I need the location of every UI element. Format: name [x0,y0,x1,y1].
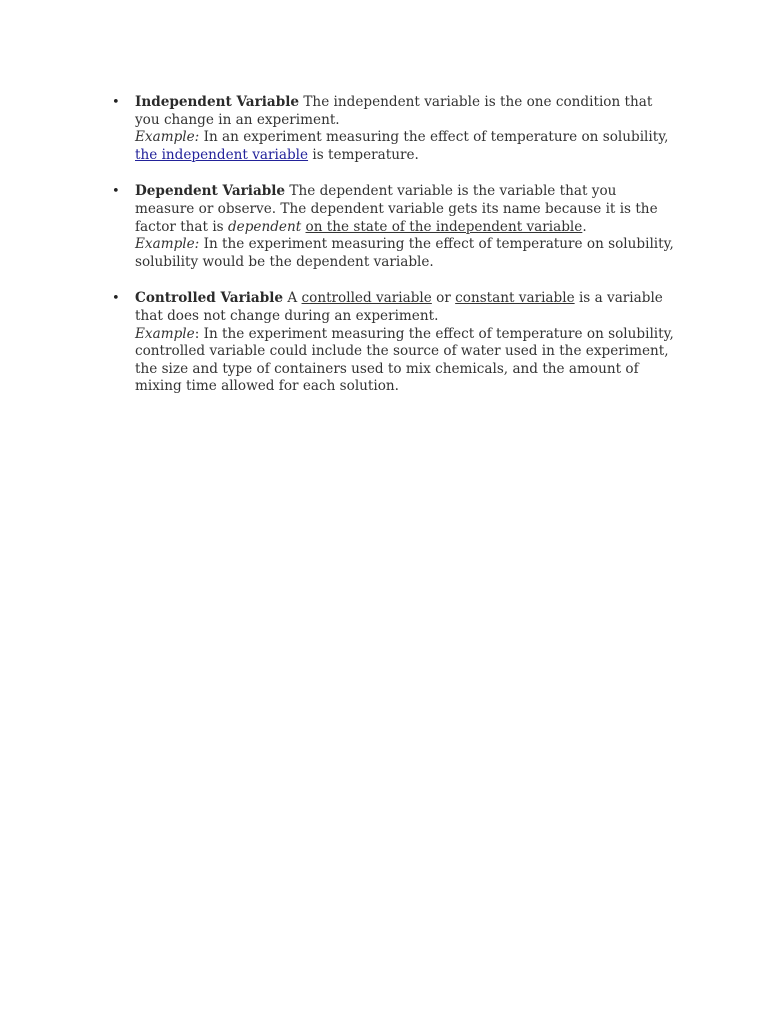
bullet-icon: • [112,184,120,200]
definition-period: . [582,218,587,235]
constant-variable-link[interactable]: constant variable [455,290,575,307]
example-text-end: is temperature. [308,146,419,163]
list-item-dependent-variable [112,183,678,271]
variables-list [112,94,678,415]
example-text: In an experiment measuring the effect of temperature on solubility, [199,129,669,146]
example-label: Example [135,325,195,342]
controlled-variable-link[interactable]: controlled variable [301,290,432,307]
independent-variable-link[interactable]: the independent variable [135,146,309,163]
list-item-independent-variable [112,94,678,164]
term-independent-variable: Independent Variable [135,94,300,110]
example-text: : In the experiment measuring the effect of temperature on solubility, controlled variable could include the source of water used in the experiment, the size and type of containers used to mix chemicals, and the amount of mixing time allowed for each solution. [135,325,674,395]
example-label: Example: [135,236,200,253]
definition-italic-word: dependent [227,218,302,235]
term-dependent-variable: Dependent Variable [135,183,286,200]
example-text: In the experiment measuring the effect of temperature on solubility, solubility would be the dependent variable. [135,236,674,270]
definition-independent-variable: The independent variable is the one condition that you change in an experiment. [135,94,653,128]
bullet-icon: • [112,95,120,110]
bullet-icon: • [112,291,120,307]
list-item-controlled-variable [112,290,678,396]
term-controlled-variable: Controlled Variable [135,290,284,307]
definition-or: or [431,290,456,307]
definition-start: A [283,290,302,307]
example-label: Example: [135,129,200,146]
independent-state-link[interactable]: on the state of the independent variable [305,218,583,235]
definition-end: is a variable that does not change during an experiment. [135,290,663,324]
definition-dependent-variable: The dependent variable is the variable that you measure or observe. The dependent variable gets its name because it is the factor that is [135,183,658,235]
